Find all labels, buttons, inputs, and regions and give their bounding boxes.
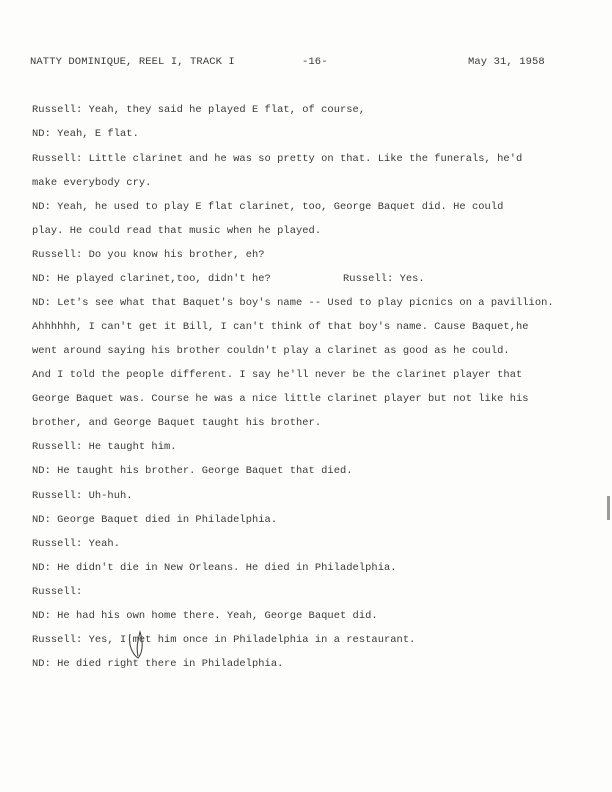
- header-date: May 31, 1958: [468, 56, 545, 68]
- transcript-line: brother, and George Baquet taught his brother.: [32, 417, 322, 429]
- transcript-line: And I told the people different. I say he'll never be the clarinet player that: [32, 369, 523, 381]
- handwritten-correction-mark: [126, 628, 150, 662]
- transcript-line: Russell: Yeah.: [32, 538, 120, 550]
- transcript-line: Russell:: [32, 586, 83, 598]
- transcript-line: ND: Yeah, E flat.: [32, 128, 139, 140]
- scan-edge-mark: [607, 496, 610, 520]
- page-header: [30, 56, 550, 72]
- transcript-line: ND: George Baquet died in Philadelphia.: [32, 514, 278, 526]
- header-title: NATTY DOMINIQUE, REEL I, TRACK I: [30, 56, 235, 68]
- transcript-line: ND: He played clarinet,too, didn't he?: [32, 273, 271, 285]
- transcript-line: Russell: Do you know his brother, eh?: [32, 249, 265, 261]
- transcript-line: play. He could read that music when he played.: [32, 225, 322, 237]
- transcript-line: ND: Yeah, he used to play E flat clarinet, too, George Baquet did. He could: [32, 201, 504, 213]
- transcript-line: ND: He died right there in Philadelphia.: [32, 658, 284, 670]
- transcript-line: ND: He had his own home there. Yeah, George Baquet did.: [32, 610, 378, 622]
- transcript-line: ND: He didn't die in New Orleans. He died in Philadelphia.: [32, 562, 397, 574]
- transcript-line: Russell: Little clarinet and he was so pretty on that. Like the funerals, he'd: [32, 153, 523, 165]
- transcript-line: ND: Let's see what that Baquet's boy's name -- Used to play picnics on a pavillion.: [32, 297, 554, 309]
- transcript-line: ND: He taught his brother. George Baquet that died.: [32, 465, 353, 477]
- transcript-line: Russell: Uh-huh.: [32, 490, 133, 502]
- transcript-line: went around saying his brother couldn't play a clarinet as good as he could.: [32, 345, 510, 357]
- page-number: -16-: [302, 56, 328, 68]
- transcript-line: Russell: Yes, I met him once in Philadelphia in a restaurant.: [32, 634, 416, 646]
- transcript-line: George Baquet was. Course he was a nice little clarinet player but not like his: [32, 393, 529, 405]
- transcript-line: Ahhhhhh, I can't get it Bill, I can't think of that boy's name. Cause Baquet,he: [32, 321, 529, 333]
- transcript-line: Russell: He taught him.: [32, 441, 177, 453]
- transcript-line: Russell: Yeah, they said he played E flat, of course,: [32, 104, 366, 116]
- inline-reply: Russell: Yes.: [343, 273, 425, 285]
- transcript-line: make everybody cry.: [32, 177, 152, 189]
